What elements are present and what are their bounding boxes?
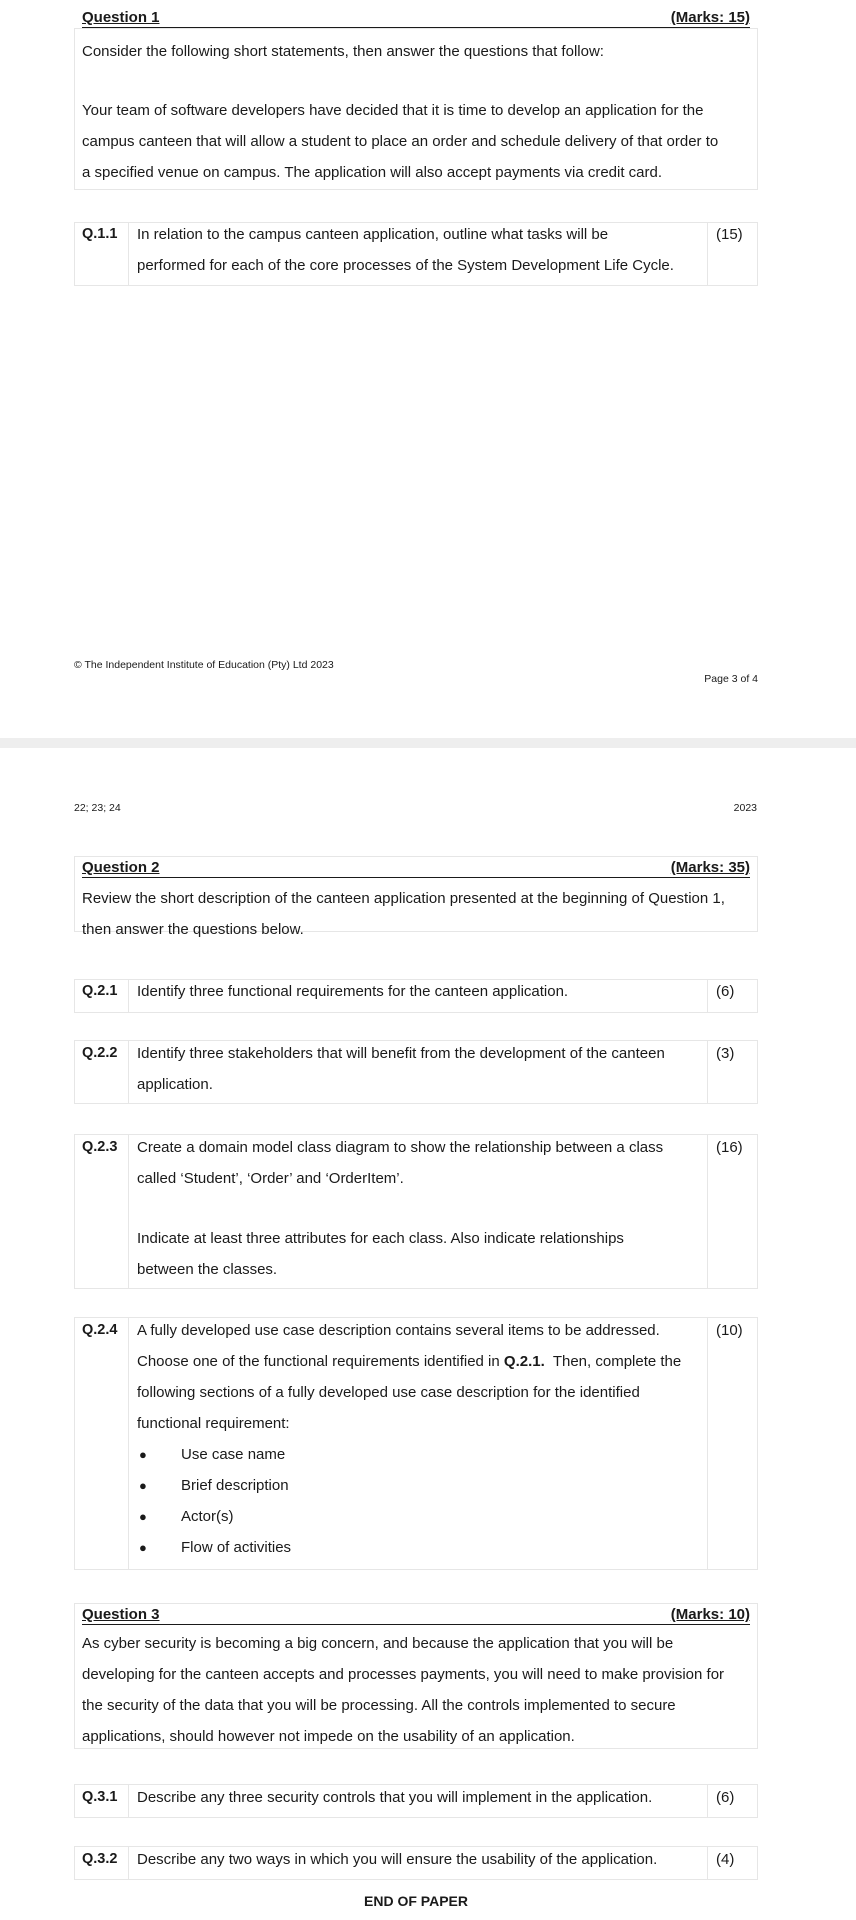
q23-line-4: between the classes.: [137, 1261, 278, 1278]
question-3-title: Question 3: [82, 1606, 160, 1623]
bullet-icon: ●: [139, 1478, 147, 1493]
exam-page-3: [0, 0, 856, 738]
bullet-icon: ●: [139, 1447, 147, 1462]
q32-marks: (4): [716, 1851, 735, 1868]
q24-line-2-pre: Choose one of the functional requirements identified in: [137, 1353, 504, 1370]
question-3-marks: (Marks: 10): [670, 1606, 750, 1623]
q23-number: Q.2.3: [82, 1139, 118, 1155]
scenario-line-2: campus canteen that will allow a student to place an order and schedule delivery of that order to: [82, 133, 719, 150]
question-2-marks: (Marks: 35): [670, 859, 750, 876]
q11-number: Q.1.1: [82, 226, 118, 242]
q24-line-2-post: Then, complete the: [544, 1353, 682, 1370]
q23-line-1: Create a domain model class diagram to show the relationship between a class: [137, 1139, 664, 1156]
q21-text: Identify three functional requirements for the canteen application.: [137, 983, 569, 1000]
q31-text: Describe any three security controls that you will implement in the application.: [137, 1789, 653, 1806]
q24-line-3: following sections of a fully developed use case description for the identified: [137, 1384, 640, 1401]
q32-text: Describe any two ways in which you will ensure the usability of the application.: [137, 1851, 658, 1868]
question-3-intro-line-1: As cyber security is becoming a big concern, and because the application that you will be: [82, 1635, 674, 1652]
q22-marks: (3): [716, 1045, 735, 1062]
q24-marks: (10): [716, 1322, 743, 1339]
copyright-footer: © The Independent Institute of Education (Pty) Ltd 2023: [74, 659, 334, 671]
scenario-line-1: Your team of software developers have decided that it is time to develop an application for the: [82, 102, 704, 119]
q24-bullet-4: Flow of activities: [181, 1539, 292, 1556]
q23-marks: (16): [716, 1139, 743, 1156]
end-of-paper: END OF PAPER: [364, 1893, 468, 1909]
q31-number: Q.3.1: [82, 1789, 118, 1805]
q22-line-2: application.: [137, 1076, 213, 1093]
scenario-line-3: a specified venue on campus. The application will also accept payments via credit card.: [82, 164, 663, 181]
question-2-intro-line-2: then answer the questions below.: [82, 921, 304, 938]
q24-bullet-2: Brief description: [181, 1477, 289, 1494]
q11-line-2: performed for each of the core processes of the System Development Life Cycle.: [137, 257, 674, 274]
question-2-intro-line-1: Review the short description of the canteen application presented at the beginning of Question 1,: [82, 890, 725, 907]
q11-line-1: In relation to the campus canteen application, outline what tasks will be: [137, 226, 609, 243]
q24-bullet-3: Actor(s): [181, 1508, 234, 1525]
bullet-icon: ●: [139, 1540, 147, 1555]
q32-number: Q.3.2: [82, 1851, 118, 1867]
question-3-intro-line-4: applications, should however not impede on the usability of an application.: [82, 1728, 575, 1745]
q24-ref-q21: Q.2.1.: [503, 1353, 545, 1370]
q24-number: Q.2.4: [82, 1322, 118, 1338]
q22-number: Q.2.2: [82, 1045, 118, 1061]
question-1-intro: Consider the following short statements, then answer the questions that follow:: [82, 43, 604, 60]
q11-marks: (15): [716, 226, 743, 243]
q21-number: Q.2.1: [82, 983, 118, 999]
q24-line-2: [137, 1346, 681, 1377]
q24-bullet-1: Use case name: [181, 1446, 286, 1463]
q23-line-3: Indicate at least three attributes for each class. Also indicate relationships: [137, 1230, 624, 1247]
header-year: 2023: [733, 802, 757, 814]
page-number: Page 3 of 4: [704, 673, 758, 685]
q21-marks: (6): [716, 983, 735, 1000]
question-3-intro-line-3: the security of the data that you will be processing. All the controls implemented to secure: [82, 1697, 676, 1714]
question-3-intro-line-2: developing for the canteen accepts and processes payments, you will need to make provision for: [82, 1666, 725, 1683]
header-module-codes: 22; 23; 24: [74, 802, 121, 814]
page-separator: [0, 738, 856, 748]
bullet-icon: ●: [139, 1509, 147, 1524]
question-1-title: Question 1: [82, 9, 160, 26]
q24-line-1: A fully developed use case description contains several items to be addressed.: [137, 1322, 660, 1339]
q31-marks: (6): [716, 1789, 735, 1806]
q24-line-4: functional requirement:: [137, 1415, 290, 1432]
question-1-marks: (Marks: 15): [670, 9, 750, 26]
question-2-title: Question 2: [82, 859, 160, 876]
q22-line-1: Identify three stakeholders that will benefit from the development of the canteen: [137, 1045, 665, 1062]
exam-page-4: [0, 748, 856, 1920]
q23-line-2: called ‘Student’, ‘Order’ and ‘OrderItem’.: [137, 1170, 404, 1187]
